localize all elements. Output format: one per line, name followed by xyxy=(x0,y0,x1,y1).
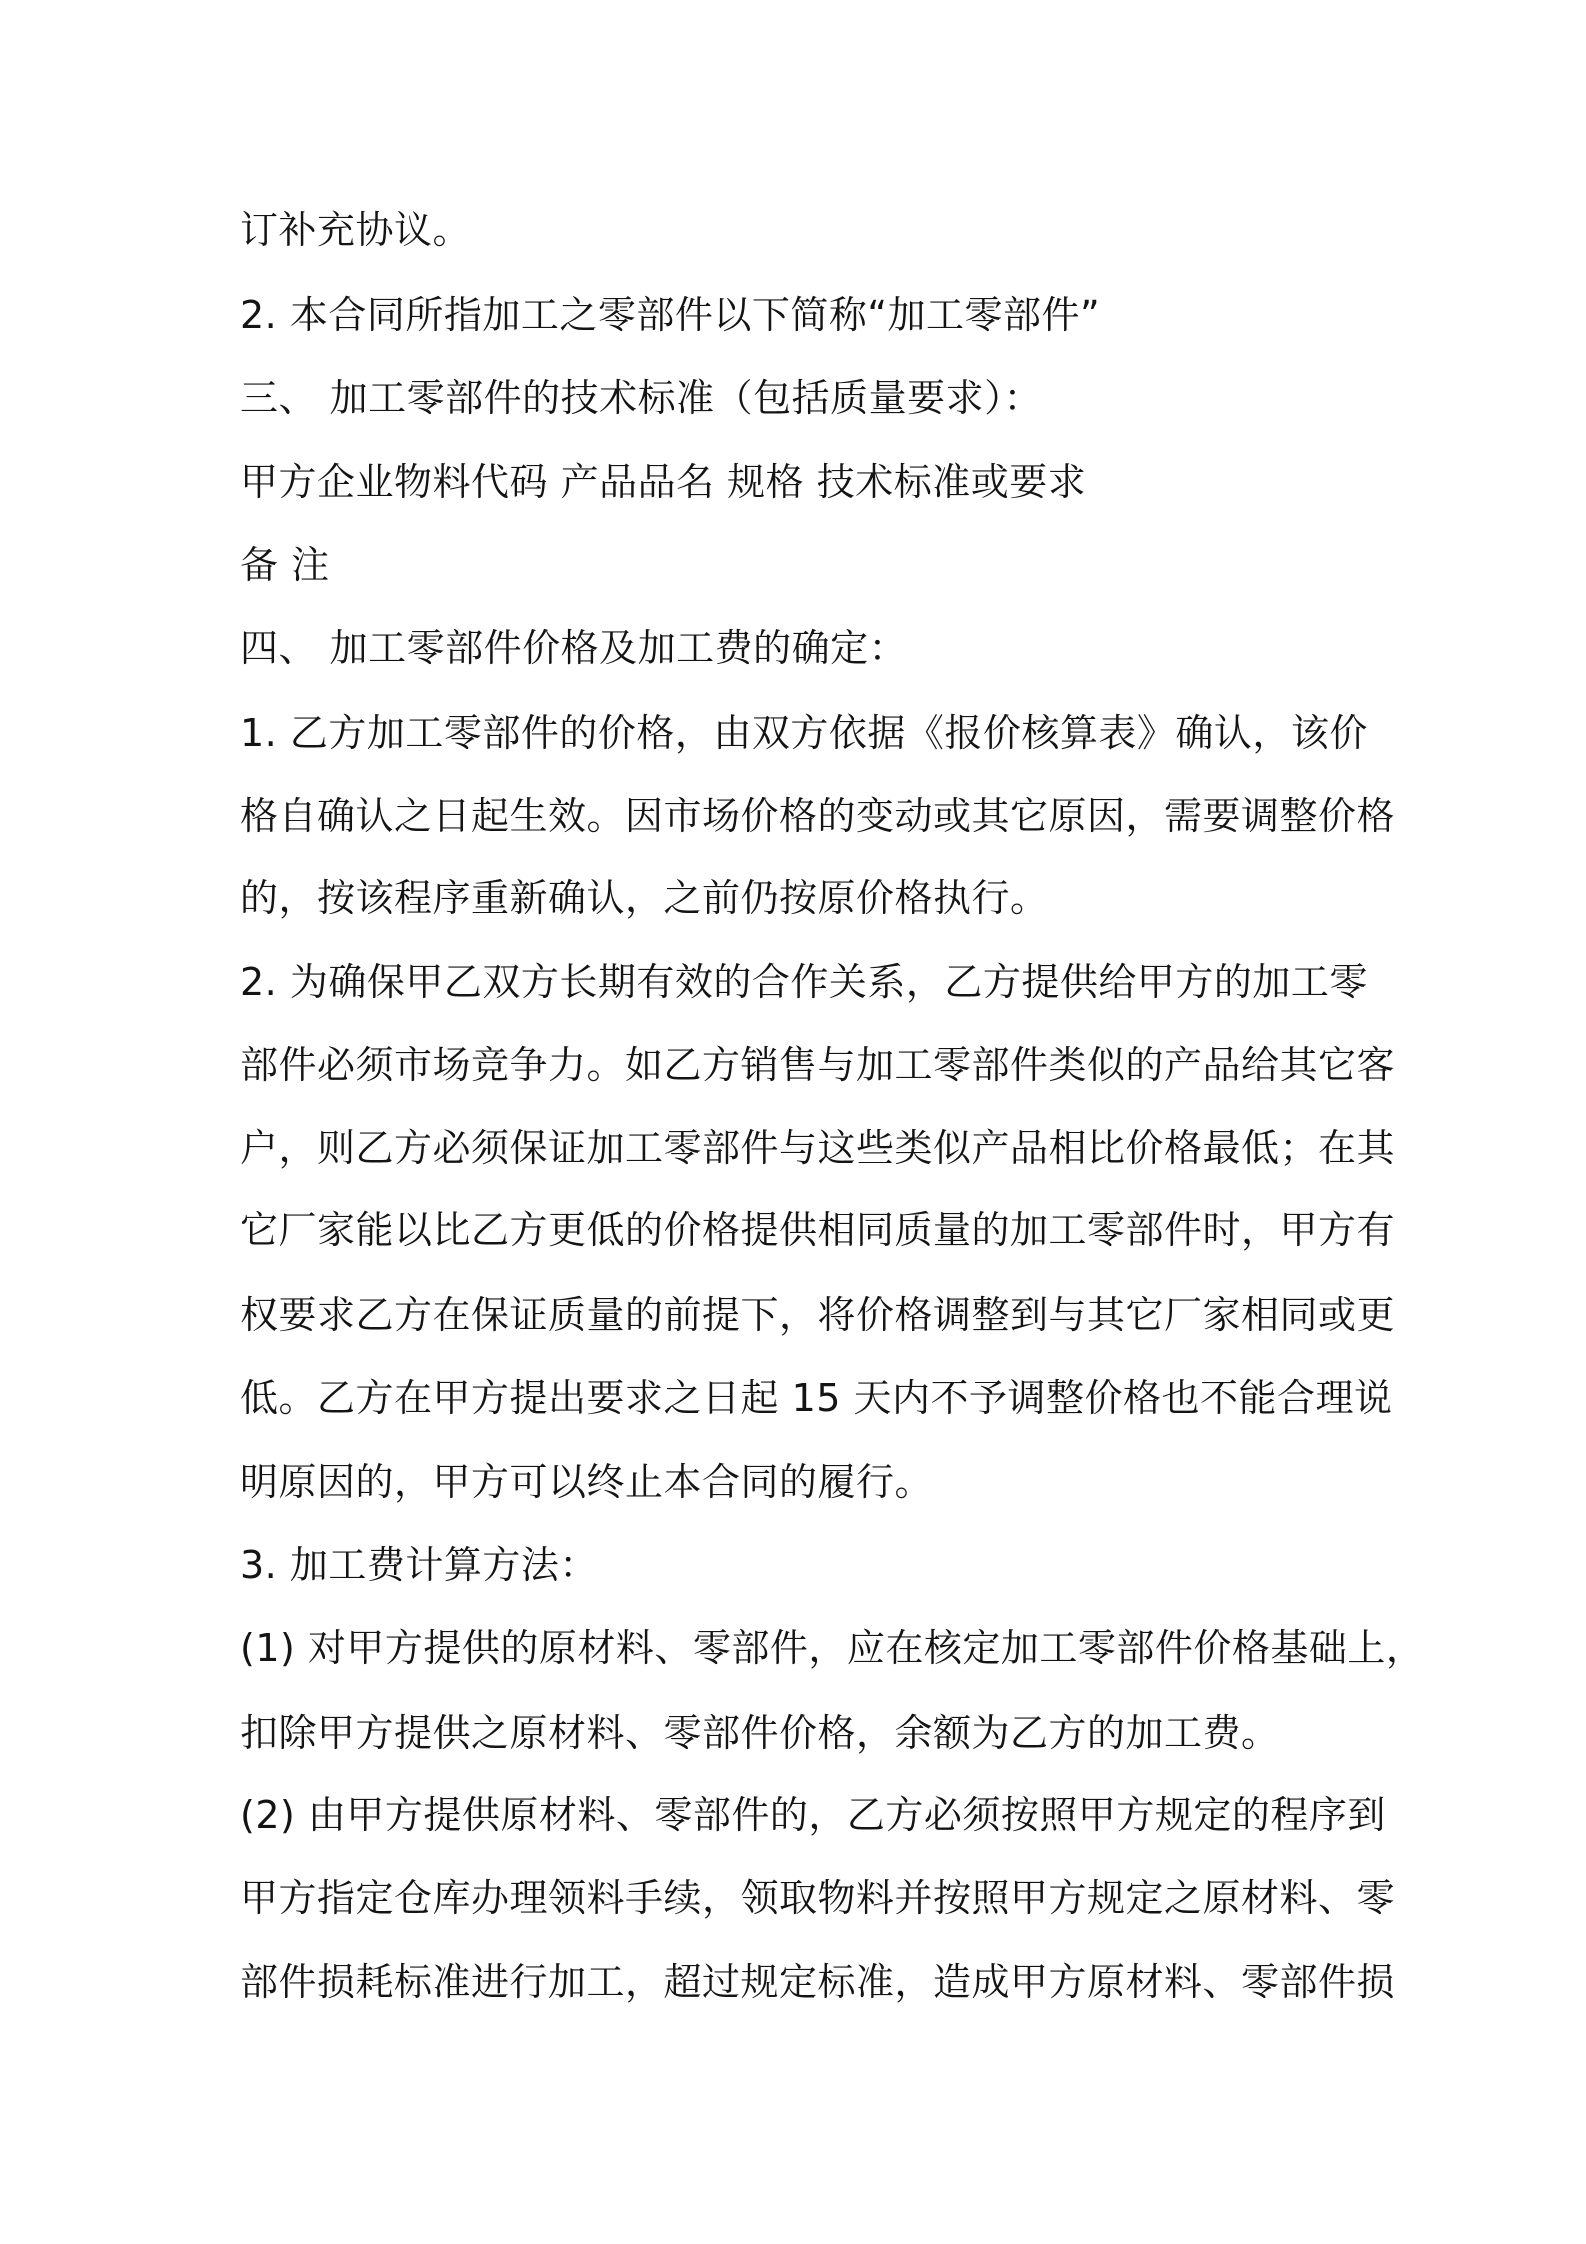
paragraph-line: 格自确认之日起生效。因市场价格的变动或其它原因，需要调整价格 xyxy=(240,794,1396,838)
paragraph-line: 的，按该程序重新确认，之前仍按原价格执行。 xyxy=(240,876,1049,920)
section-heading-3: 三、 加工零部件的技术标准（包括质量要求）： xyxy=(240,376,1043,420)
paragraph-line: 甲方企业物料代码 产品品名 规格 技术标准或要求 xyxy=(240,460,1087,504)
paragraph-line: 3. 加工费计算方法： xyxy=(240,1543,598,1587)
paragraph-line: (1) 对甲方提供的原材料、零部件，应在核定加工零部件价格基础上， xyxy=(240,1626,1425,1670)
paragraph-line: 部件损耗标准进行加工，超过规定标准，造成甲方原材料、零部件损 xyxy=(240,1960,1396,2004)
paragraph-line: 2. 为确保甲乙双方长期有效的合作关系，乙方提供给甲方的加工零 xyxy=(240,960,1368,1004)
paragraph-line: 部件必须市场竞争力。如乙方销售与加工零部件类似的产品给其它客 xyxy=(240,1043,1396,1087)
section-heading-4: 四、 加工零部件价格及加工费的确定： xyxy=(240,626,908,670)
paragraph-line: 低。乙方在甲方提出要求之日起 15 天内不予调整价格也不能合理说 xyxy=(240,1376,1393,1420)
paragraph-line: 甲方指定仓库办理领料手续，领取物料并按照甲方规定之原材料、零 xyxy=(240,1876,1396,1920)
paragraph-line: 明原因的，甲方可以终止本合同的履行。 xyxy=(240,1460,934,1504)
paragraph-line: 户，则乙方必须保证加工零部件与这些类似产品相比价格最低；在其 xyxy=(240,1126,1396,1170)
paragraph-line: 2. 本合同所指加工之零部件以下简称“加工零部件” xyxy=(240,293,1101,337)
paragraph-line: 备 注 xyxy=(240,543,330,587)
paragraph-line: 权要求乙方在保证质量的前提下，将价格调整到与其它厂家相同或更 xyxy=(240,1293,1396,1337)
paragraph-line: 1. 乙方加工零部件的价格，由双方依据《报价核算表》确认，该价 xyxy=(240,711,1368,755)
paragraph-line: 订补充协议。 xyxy=(240,208,472,252)
paragraph-line: (2) 由甲方提供原材料、零部件的，乙方必须按照甲方规定的程序到 xyxy=(240,1793,1386,1837)
paragraph-line: 扣除甲方提供之原材料、零部件价格，余额为乙方的加工费。 xyxy=(240,1711,1280,1755)
paragraph-line: 它厂家能以比乙方更低的价格提供相同质量的加工零部件时，甲方有 xyxy=(240,1208,1396,1252)
